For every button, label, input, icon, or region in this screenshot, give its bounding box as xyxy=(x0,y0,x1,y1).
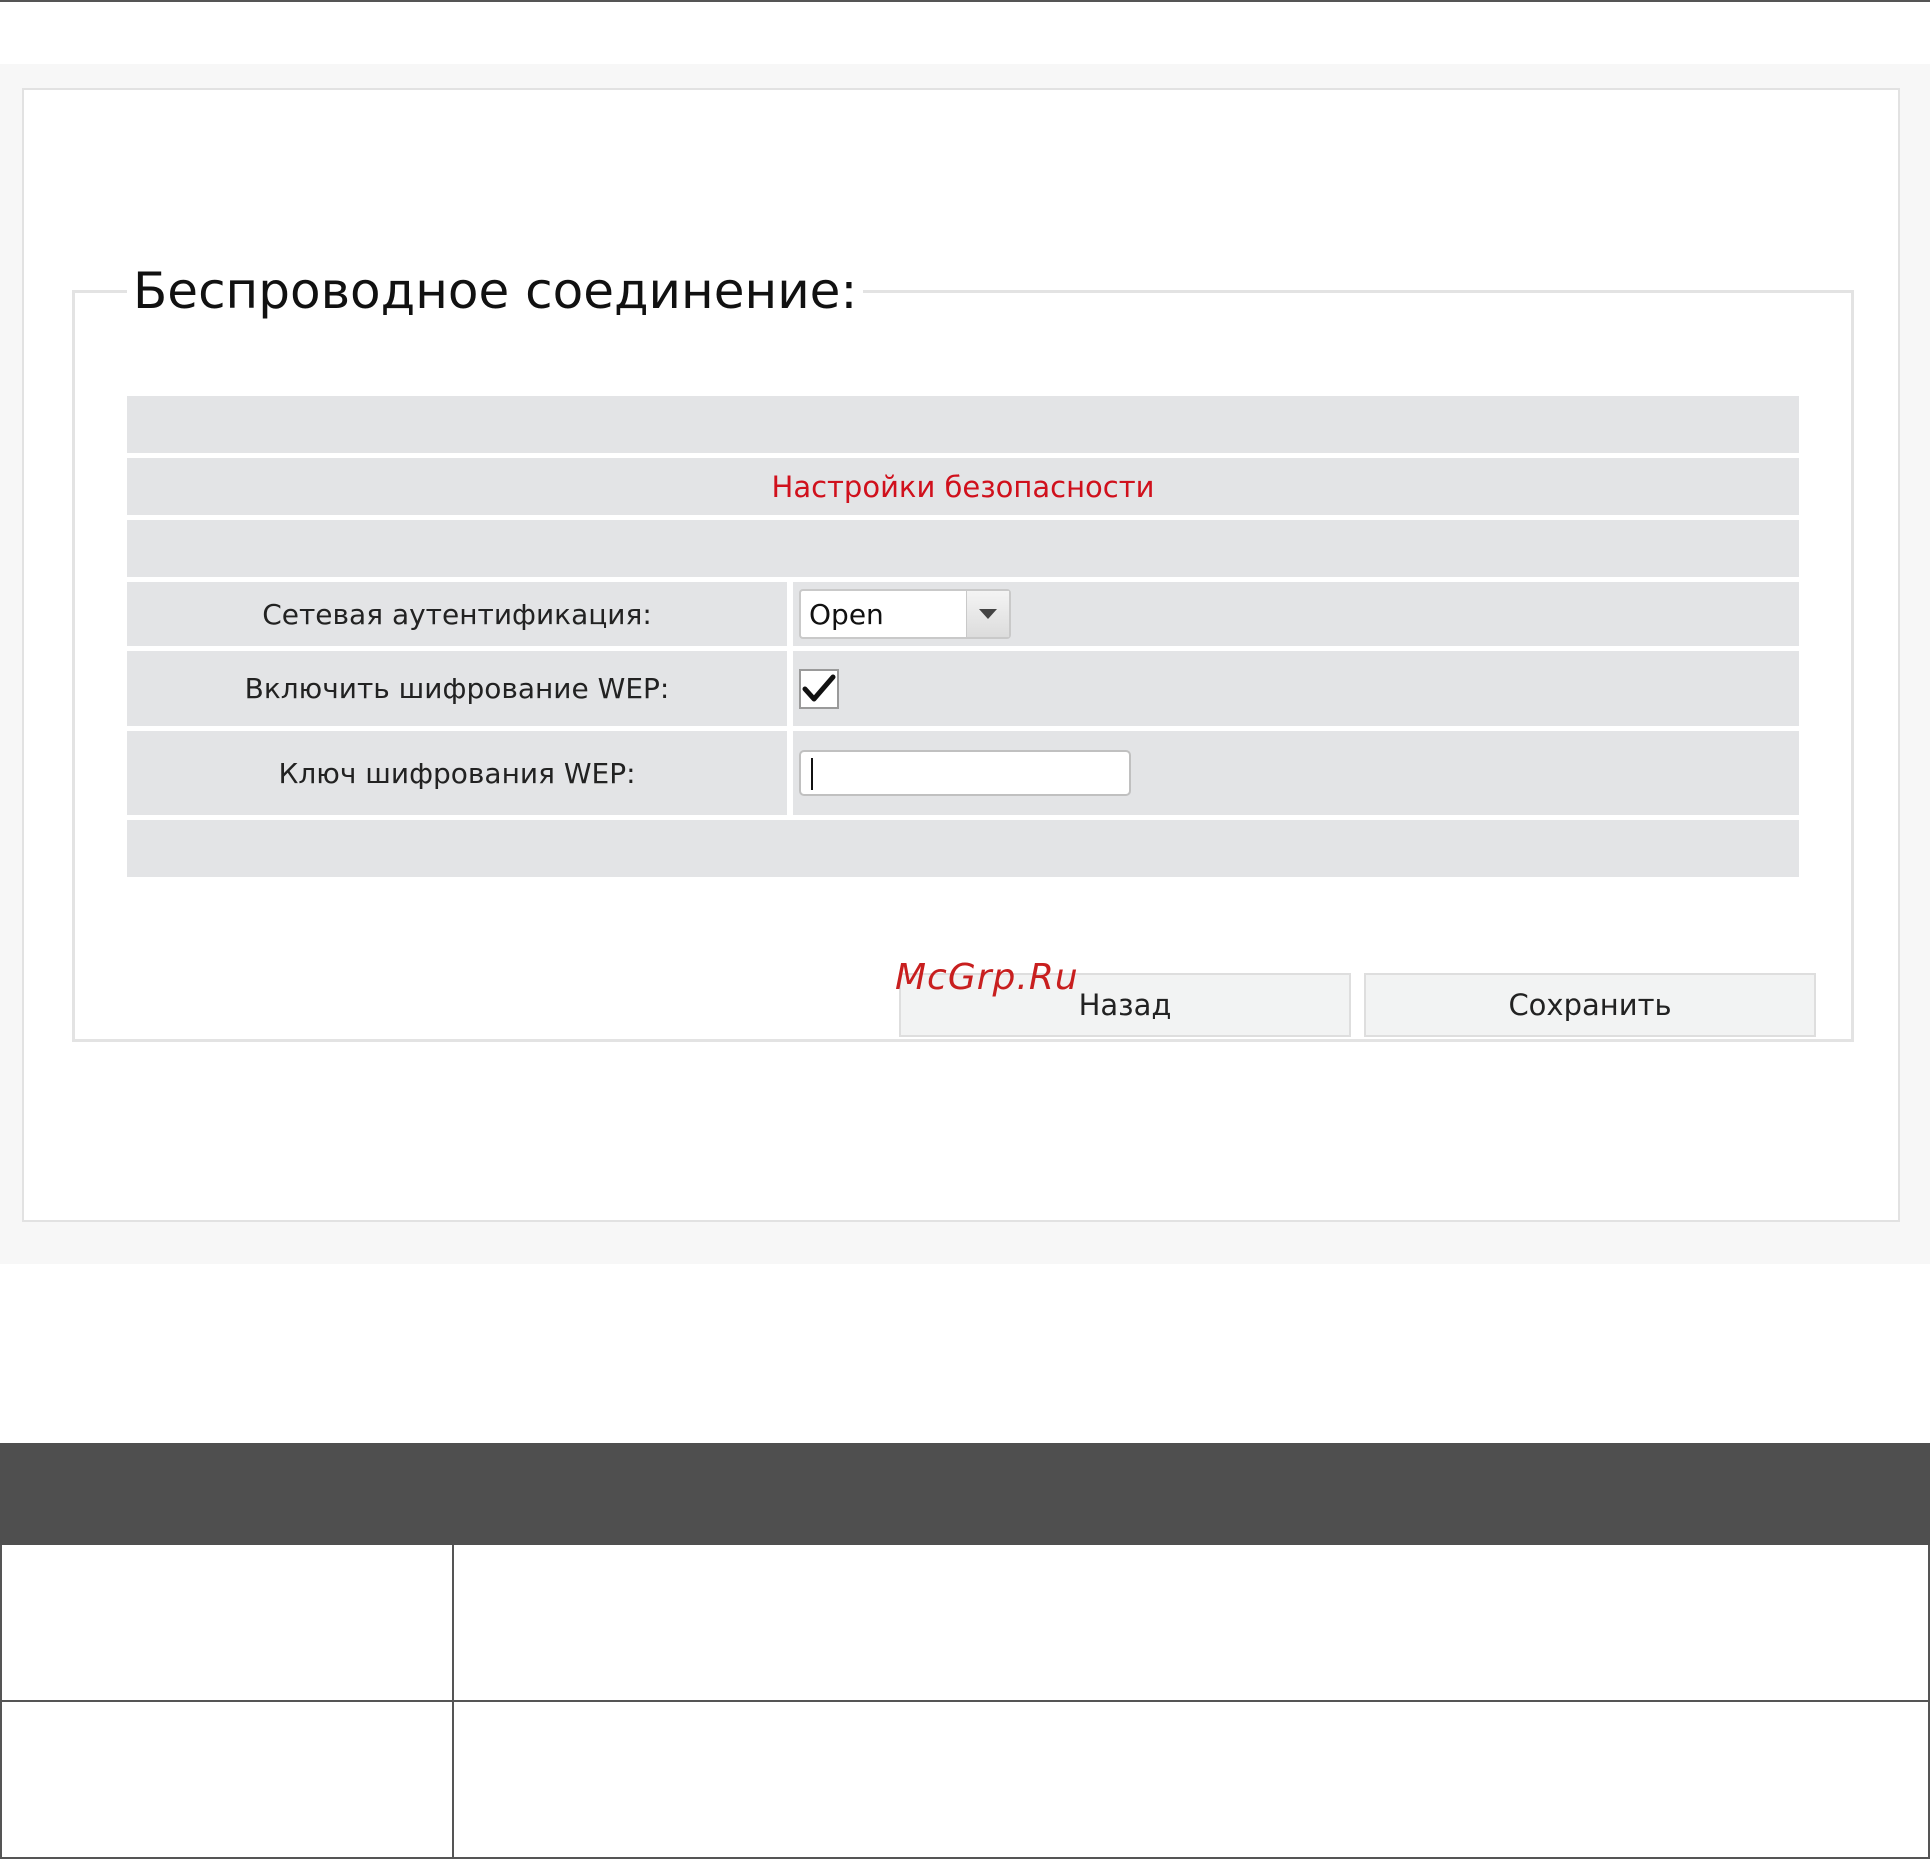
settings-table xyxy=(127,396,1799,882)
top-rule xyxy=(0,0,1930,2)
wep-key-row xyxy=(127,731,1799,815)
fieldset-legend: Беспроводное соединение: xyxy=(133,262,858,320)
table-row xyxy=(0,1545,1930,1702)
table-spacer-row xyxy=(127,820,1799,877)
router-screenshot xyxy=(0,64,1930,1264)
auth-select-value: Open xyxy=(809,597,884,631)
table-cell xyxy=(2,1702,454,1857)
table-row xyxy=(0,1702,1930,1859)
wep-enable-checkbox[interactable] xyxy=(799,669,839,709)
auth-label: Сетевая аутентификация: xyxy=(127,582,787,646)
wep-enable-value-cell xyxy=(793,651,1799,726)
wep-key-input[interactable] xyxy=(799,750,1131,796)
wep-key-label: Ключ шифрования WEP: xyxy=(127,731,787,815)
content-frame xyxy=(22,88,1900,1222)
back-button[interactable]: Назад xyxy=(899,973,1351,1037)
parameters-table xyxy=(0,1443,1930,1859)
save-button[interactable]: Сохранить xyxy=(1364,973,1816,1037)
wep-enable-label: Включить шифрование WEP: xyxy=(127,651,787,726)
auth-row xyxy=(127,582,1799,646)
chevron-down-icon[interactable] xyxy=(966,591,1009,637)
auth-value-cell xyxy=(793,582,1799,646)
checkmark-icon xyxy=(802,674,836,704)
text-caret xyxy=(811,758,813,790)
table-cell xyxy=(454,1702,1928,1857)
table-cell xyxy=(454,1545,1928,1700)
wep-enable-row xyxy=(127,651,1799,726)
auth-select[interactable] xyxy=(799,589,1011,639)
section-heading: Настройки безопасности xyxy=(127,458,1799,515)
wireless-connection-fieldset xyxy=(72,262,1854,1042)
table-cell xyxy=(2,1545,454,1700)
watermark: McGrp.Ru xyxy=(895,957,1079,998)
table-spacer-row xyxy=(127,520,1799,577)
table-spacer-row xyxy=(127,396,1799,453)
parameters-table-header xyxy=(0,1443,1930,1545)
wep-key-value-cell xyxy=(793,731,1799,815)
